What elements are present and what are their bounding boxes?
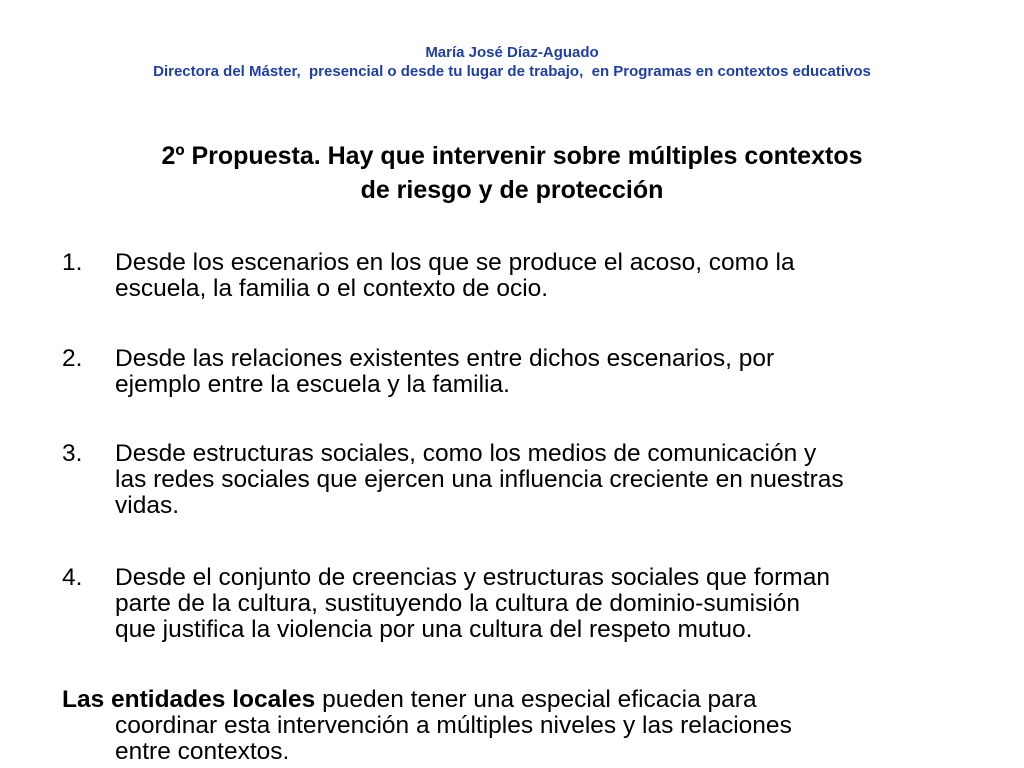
list-item-number: 3. xyxy=(62,440,83,467)
list-item-text xyxy=(115,250,982,302)
list-item xyxy=(62,346,982,398)
list-item-number: 4. xyxy=(62,564,83,591)
list-item xyxy=(62,441,982,519)
list-item-line: Desde los escenarios en los que se produce el acoso, como la xyxy=(115,249,795,276)
title-line-1: 2º Propuesta. Hay que intervenir sobre múltiples contextos xyxy=(161,142,863,170)
list-item-line: vidas. xyxy=(115,492,180,519)
closing-paragraph xyxy=(62,687,982,765)
closing-line-2: coordinar esta intervención a múltiples niveles y las relaciones xyxy=(115,712,792,739)
list-item-number: 2. xyxy=(62,345,83,372)
list-item-text xyxy=(115,346,982,398)
list-item-line: escuela, la familia o el contexto de ocio. xyxy=(115,275,549,302)
list-item xyxy=(62,565,982,643)
header-author: María José Díaz-Aguado xyxy=(425,44,599,61)
list-item-line: que justifica la violencia por una cultura del respeto mutuo. xyxy=(115,616,753,643)
list-item-line: Desde estructuras sociales, como los medios de comunicación y xyxy=(115,440,817,467)
slide-header xyxy=(0,43,1024,81)
closing-line-3: entre contextos. xyxy=(115,738,290,765)
closing-bold-lead: Las entidades locales xyxy=(62,686,316,713)
list-item-text xyxy=(115,565,982,643)
list-item-text xyxy=(115,441,982,519)
list-item-line: las redes sociales que ejercen una influencia creciente en nuestras xyxy=(115,466,844,493)
list-item-line: Desde el conjunto de creencias y estructuras sociales que forman xyxy=(115,564,830,591)
list-item-line: Desde las relaciones existentes entre dichos escenarios, por xyxy=(115,345,775,372)
list-item-line: ejemplo entre la escuela y la familia. xyxy=(115,371,510,398)
title-line-2: de riesgo y de protección xyxy=(360,176,664,204)
list-item xyxy=(62,250,982,302)
list-item-number: 1. xyxy=(62,249,83,276)
slide-title xyxy=(60,139,964,207)
closing-line-1-rest: pueden tener una especial eficacia para xyxy=(315,686,757,713)
closing-line-1 xyxy=(62,687,982,713)
list-item-line: parte de la cultura, sustituyendo la cultura de dominio-sumisión xyxy=(115,590,801,617)
header-role: Directora del Máster, presencial o desde tu lugar de trabajo, en Programas en contextos educativos xyxy=(153,63,871,80)
